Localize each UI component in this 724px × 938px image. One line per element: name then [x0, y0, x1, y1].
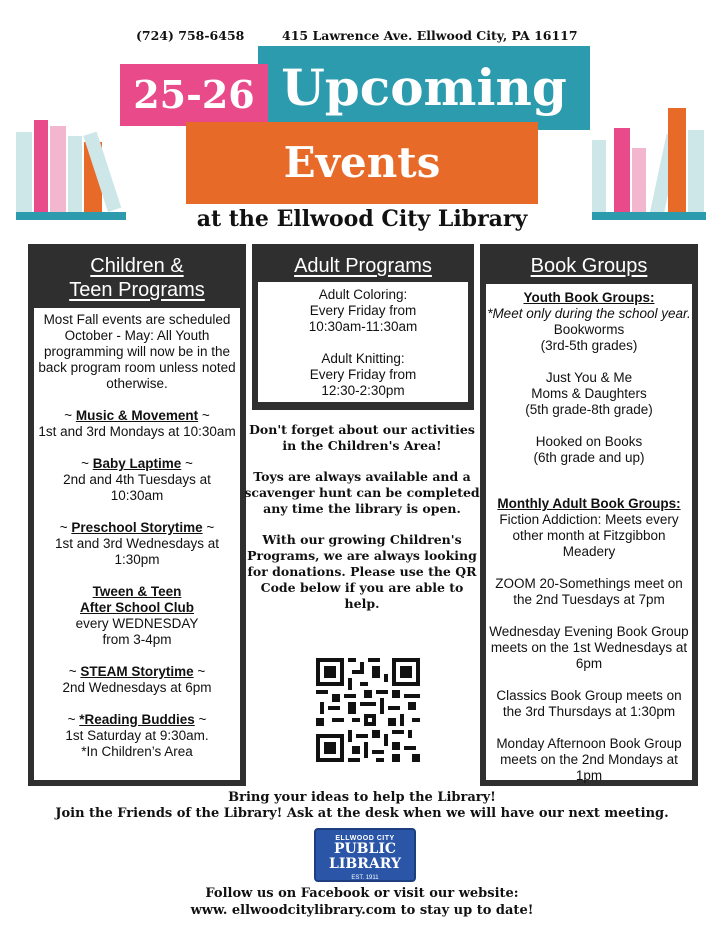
- bookshelf-left-icon: [16, 118, 126, 212]
- children-intro: Most Fall events are scheduled October - May: All Youth programming will now be in the back program room unless noted otherwise.: [38, 312, 236, 391]
- youth-groups-note: *Meet only during the school year.: [487, 306, 691, 321]
- footer-follow: Follow us on Facebook or visit our website:: [205, 886, 519, 901]
- children-list: [34, 308, 240, 780]
- event-when: 2nd Wednesdays at 6pm: [62, 680, 212, 695]
- event-when: 2nd and 4th Tuesdays at 10:30am: [63, 472, 211, 503]
- event-title: *Reading Buddies: [79, 712, 195, 727]
- event-when: *In Children’s Area: [81, 744, 193, 759]
- library-logo: ELLWOOD CITY PUBLIC LIBRARY EST. 1911: [314, 828, 416, 882]
- groups-list: Youth Book Groups: *Meet only during the school year. Bookworms (3rd-5th grades) Just You & Me Moms & Daughters (5th grade-8th grade) Hooked on Books (6th grade and up) Monthly Adult Book Groups: Fiction Addiction: Meets every other month at Fitzgibbon Meadery ZOOM 20-Somethings meet on the 2nd Tuesdays at 7pm Wednesday Evening Book Group meets on the 1st Wednesdays at 6pm Classics Book Group meets on the 3rd Thursdays at 1:30pm Monday Afternoon Book Group meets on the 2nd Mondays at 1pm: [486, 284, 692, 780]
- subtitle: at the Ellwood City Library: [196, 206, 528, 232]
- adult-programs-panel: [252, 244, 474, 410]
- group-wednesday: Wednesday Evening Book Group meets on the 1st Wednesdays at 6pm: [489, 624, 689, 671]
- event-title: STEAM Storytime: [80, 664, 194, 679]
- children-area-notes: [244, 422, 480, 627]
- note-donations: With our growing Children's Programs, we are always looking for donations. Please use the QR Code below if you are able to help.: [247, 532, 477, 611]
- address: 415 Lawrence Ave. Ellwood City, PA 16117: [282, 28, 578, 43]
- event-reading: ~ *Reading Buddies ~ 1st Saturday at 9:30am. *In Children’s Area: [38, 712, 236, 760]
- note-activities: Don't forget about our activities in the Children's Area!: [249, 422, 475, 453]
- footer-ideas: Bring your ideas to help the Library!: [228, 790, 496, 805]
- adult-list: Adult Coloring: Every Friday from 10:30am-11:30am Adult Knitting: Every Friday from 12:30-2:30pm: [258, 282, 468, 402]
- event-title: Baby Laptime: [92, 456, 182, 471]
- event-preschool: ~ Preschool Storytime ~ 1st and 3rd Wednesdays at 1:30pm: [38, 520, 236, 568]
- footer-website[interactable]: www. ellwoodcitylibrary.com to stay up to date!: [190, 903, 534, 918]
- coloring-title: Adult Coloring:: [318, 287, 408, 302]
- group-fiction: Fiction Addiction: Meets every other month at Fitzgibbon Meadery: [499, 512, 679, 559]
- event-tween: [38, 584, 236, 648]
- event-when: 1st Saturday at 9:30am.: [65, 728, 209, 743]
- group-zoom: ZOOM 20-Somethings meet on the 2nd Tuesdays at 7pm: [495, 576, 683, 607]
- book-groups-panel: [480, 244, 698, 786]
- bookshelf-right-icon: [592, 106, 706, 212]
- event-steam: ~ STEAM Storytime ~ 2nd Wednesdays at 6pm: [38, 664, 236, 696]
- event-title: Music & Movement: [75, 408, 199, 423]
- event-when: 1st and 3rd Mondays at 10:30am: [38, 424, 236, 439]
- knitting-title: Adult Knitting:: [321, 351, 405, 366]
- event-title: Preschool Storytime: [71, 520, 203, 535]
- event-when: every WEDNESDAY: [75, 616, 199, 631]
- note-toys: Toys are always available and a scavenger hunt can be completed any time the library is open.: [244, 469, 480, 516]
- group-classics: Classics Book Group meets on the 3rd Thursdays at 1:30pm: [496, 688, 682, 719]
- event-when: 1st and 3rd Wednesdays at 1:30pm: [54, 536, 220, 567]
- children-heading-line2: Teen Programs: [69, 279, 205, 301]
- youth-groups-title: Youth Book Groups:: [523, 290, 655, 305]
- event-baby: ~ Baby Laptime ~ 2nd and 4th Tuesdays at 10:30am: [38, 456, 236, 504]
- group-monday: Monday Afternoon Book Group meets on the 2nd Mondays at 1pm: [496, 736, 682, 783]
- event-music: ~ Music & Movement ~ 1st and 3rd Mondays at 10:30am: [38, 408, 236, 439]
- children-programs-panel: [28, 244, 246, 786]
- title-year: 25-26: [120, 64, 268, 126]
- qr-code-icon[interactable]: [316, 658, 420, 762]
- title-events: Events: [186, 122, 538, 204]
- event-title: Tween & Teen: [92, 584, 182, 599]
- phone-number: (724) 758-6458: [136, 28, 245, 43]
- event-when: from 3-4pm: [102, 632, 172, 647]
- title-upcoming: Upcoming: [258, 46, 590, 130]
- adult-groups-title: Monthly Adult Book Groups:: [497, 496, 681, 511]
- footer-friends: Join the Friends of the Library! Ask at the desk when we will have our next meeting.: [55, 806, 669, 821]
- adult-heading: Adult Programs: [294, 255, 432, 277]
- children-heading-line1: Children &: [90, 255, 184, 277]
- groups-heading: Book Groups: [530, 255, 648, 277]
- event-title: After School Club: [80, 600, 194, 615]
